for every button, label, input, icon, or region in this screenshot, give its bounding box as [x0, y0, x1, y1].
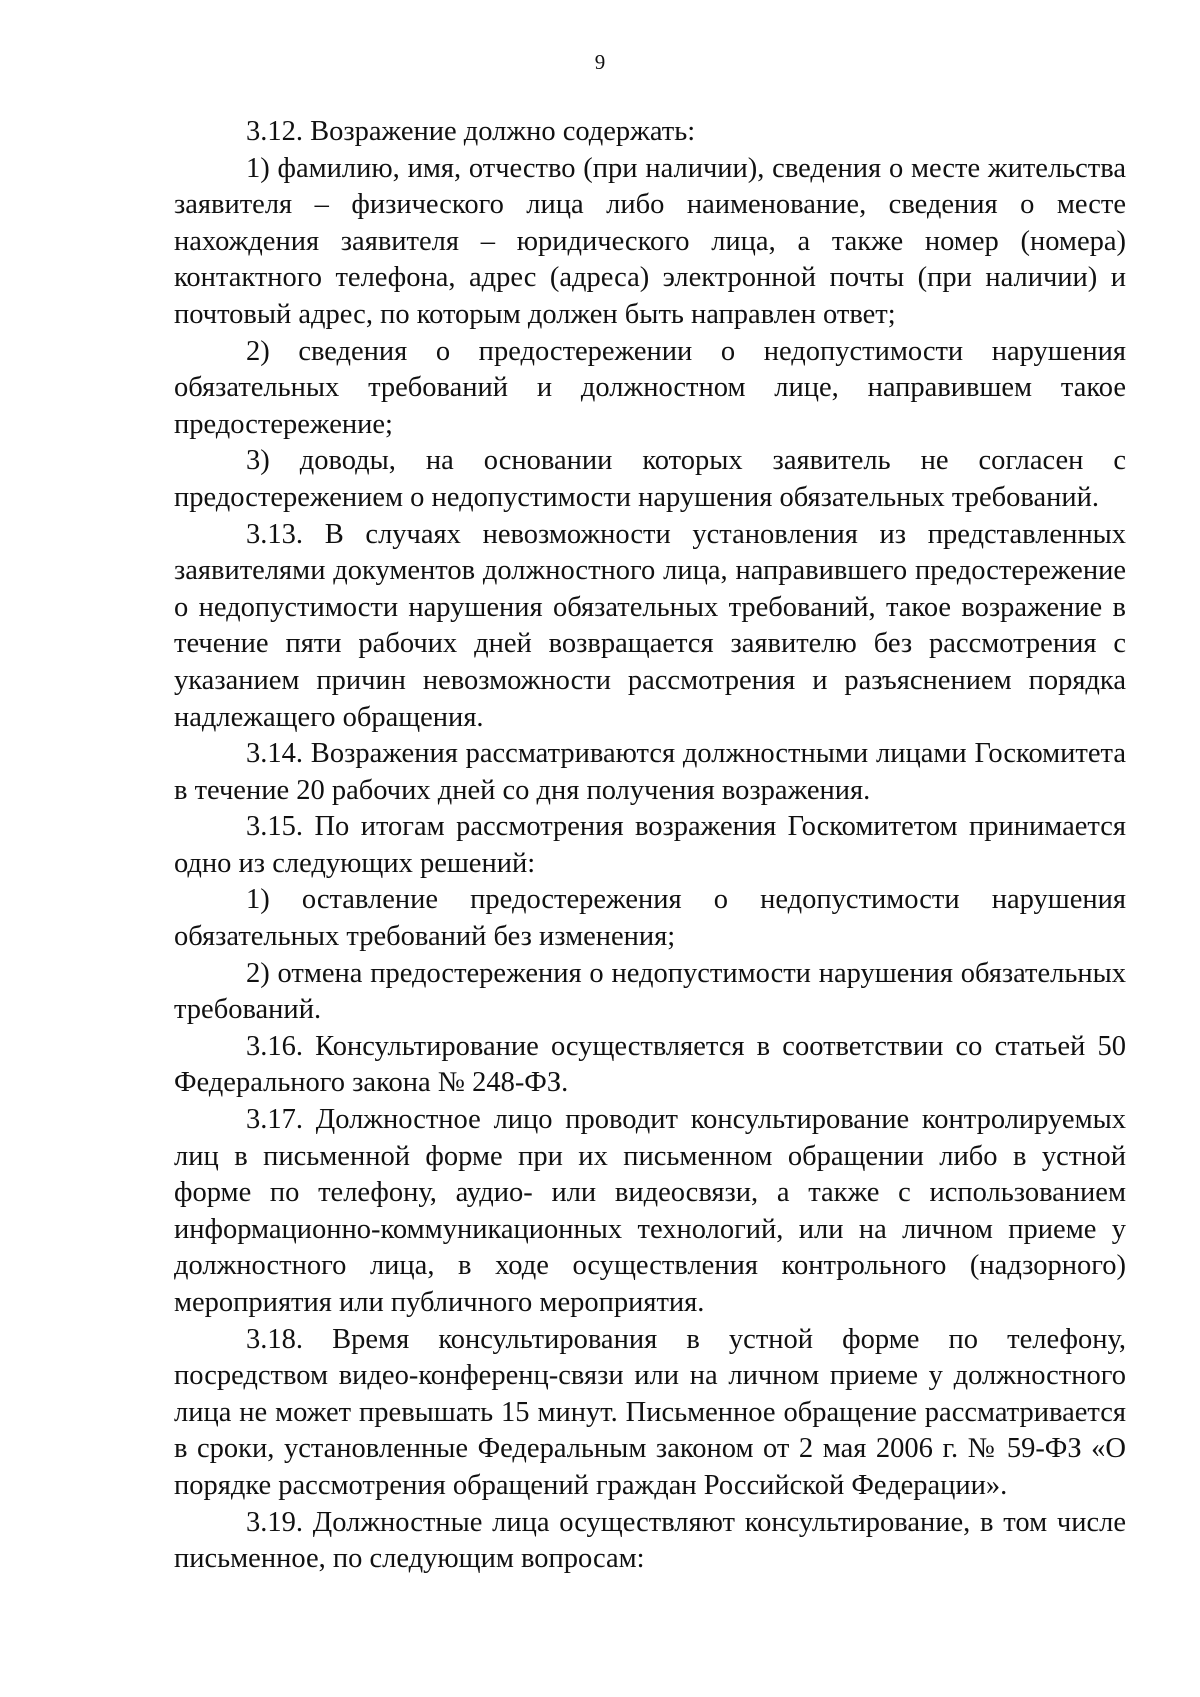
paragraph-3-18: 3.18. Время консультирования в устной форме по телефону, посредством видео-конференц-связи или на личном приеме у должностного лица не может превышать 15 минут. Письменное обращение рассматривается в сроки, установленные Федеральным законом от 2 мая 2006 г. № 59-ФЗ «О порядке рассмотрения обращений граждан Российской Федерации».	[174, 1323, 1126, 1501]
paragraph-3-12-item-2: 2) сведения о предостережении о недопустимости нарушения обязательных требований и должностном лице, направившем такое предостережение;	[174, 335, 1126, 440]
document-body	[174, 114, 1126, 1578]
paragraph-3-12-item-3: 3) доводы, на основании которых заявитель не согласен с предостережением о недопустимости нарушения обязательных требований.	[174, 445, 1126, 513]
paragraph-3-13: 3.13. В случаях невозможности установления из представленных заявителями документов должностного лица, направившего предостережение о недопустимости нарушения обязательных требований, такое возражение в течение пяти рабочих дней возвращается заявителю без рассмотрения с указанием причин невозможности рассмотрения и разъяснением порядка надлежащего обращения.	[174, 518, 1126, 733]
paragraph-3-14: 3.14. Возражения рассматриваются должностными лицами Госкомитета в течение 20 рабочих дней со дня получения возражения.	[174, 738, 1126, 806]
paragraph-3-16: 3.16. Консультирование осуществляется в соответствии со статьей 50 Федерального закона № 248-ФЗ.	[174, 1030, 1126, 1099]
paragraph-3-12-item-1: 1) фамилию, имя, отчество (при наличии), сведения о месте жительства заявителя – физического лица либо наименование, сведения о месте нахождения заявителя – юридического лица, а также номер (номера) контактного телефона, адрес (адреса) электронной почты (при наличии) и почтовый адрес, по которым должен быть направлен ответ;	[174, 152, 1126, 330]
paragraph-3-19: 3.19. Должностные лица осуществляют консультирование, в том числе письменное, по следующим вопросам:	[174, 1506, 1126, 1575]
paragraph-3-12: 3.12. Возражение должно содержать:	[246, 116, 696, 147]
paragraph-3-15-item-2: 2) отмена предостережения о недопустимости нарушения обязательных требований.	[174, 957, 1126, 1026]
paragraph-3-15: 3.15. По итогам рассмотрения возражения Госкомитетом принимается одно из следующих решений:	[174, 811, 1126, 879]
paragraph-3-15-item-1: 1) оставление предостережения о недопустимости нарушения обязательных требований без изменения;	[174, 884, 1126, 953]
page-number: 9	[594, 50, 606, 74]
paragraph-3-17: 3.17. Должностное лицо проводит консультирование контролируемых лиц в письменной форме при их письменном обращении либо в устной форме по телефону, аудио- или видеосвязи, а также с использованием информационно-коммуникационных технологий, или на личном приеме у должностного лица, в ходе осуществления контрольного (надзорного) мероприятия или публичного мероприятия.	[174, 1104, 1126, 1318]
